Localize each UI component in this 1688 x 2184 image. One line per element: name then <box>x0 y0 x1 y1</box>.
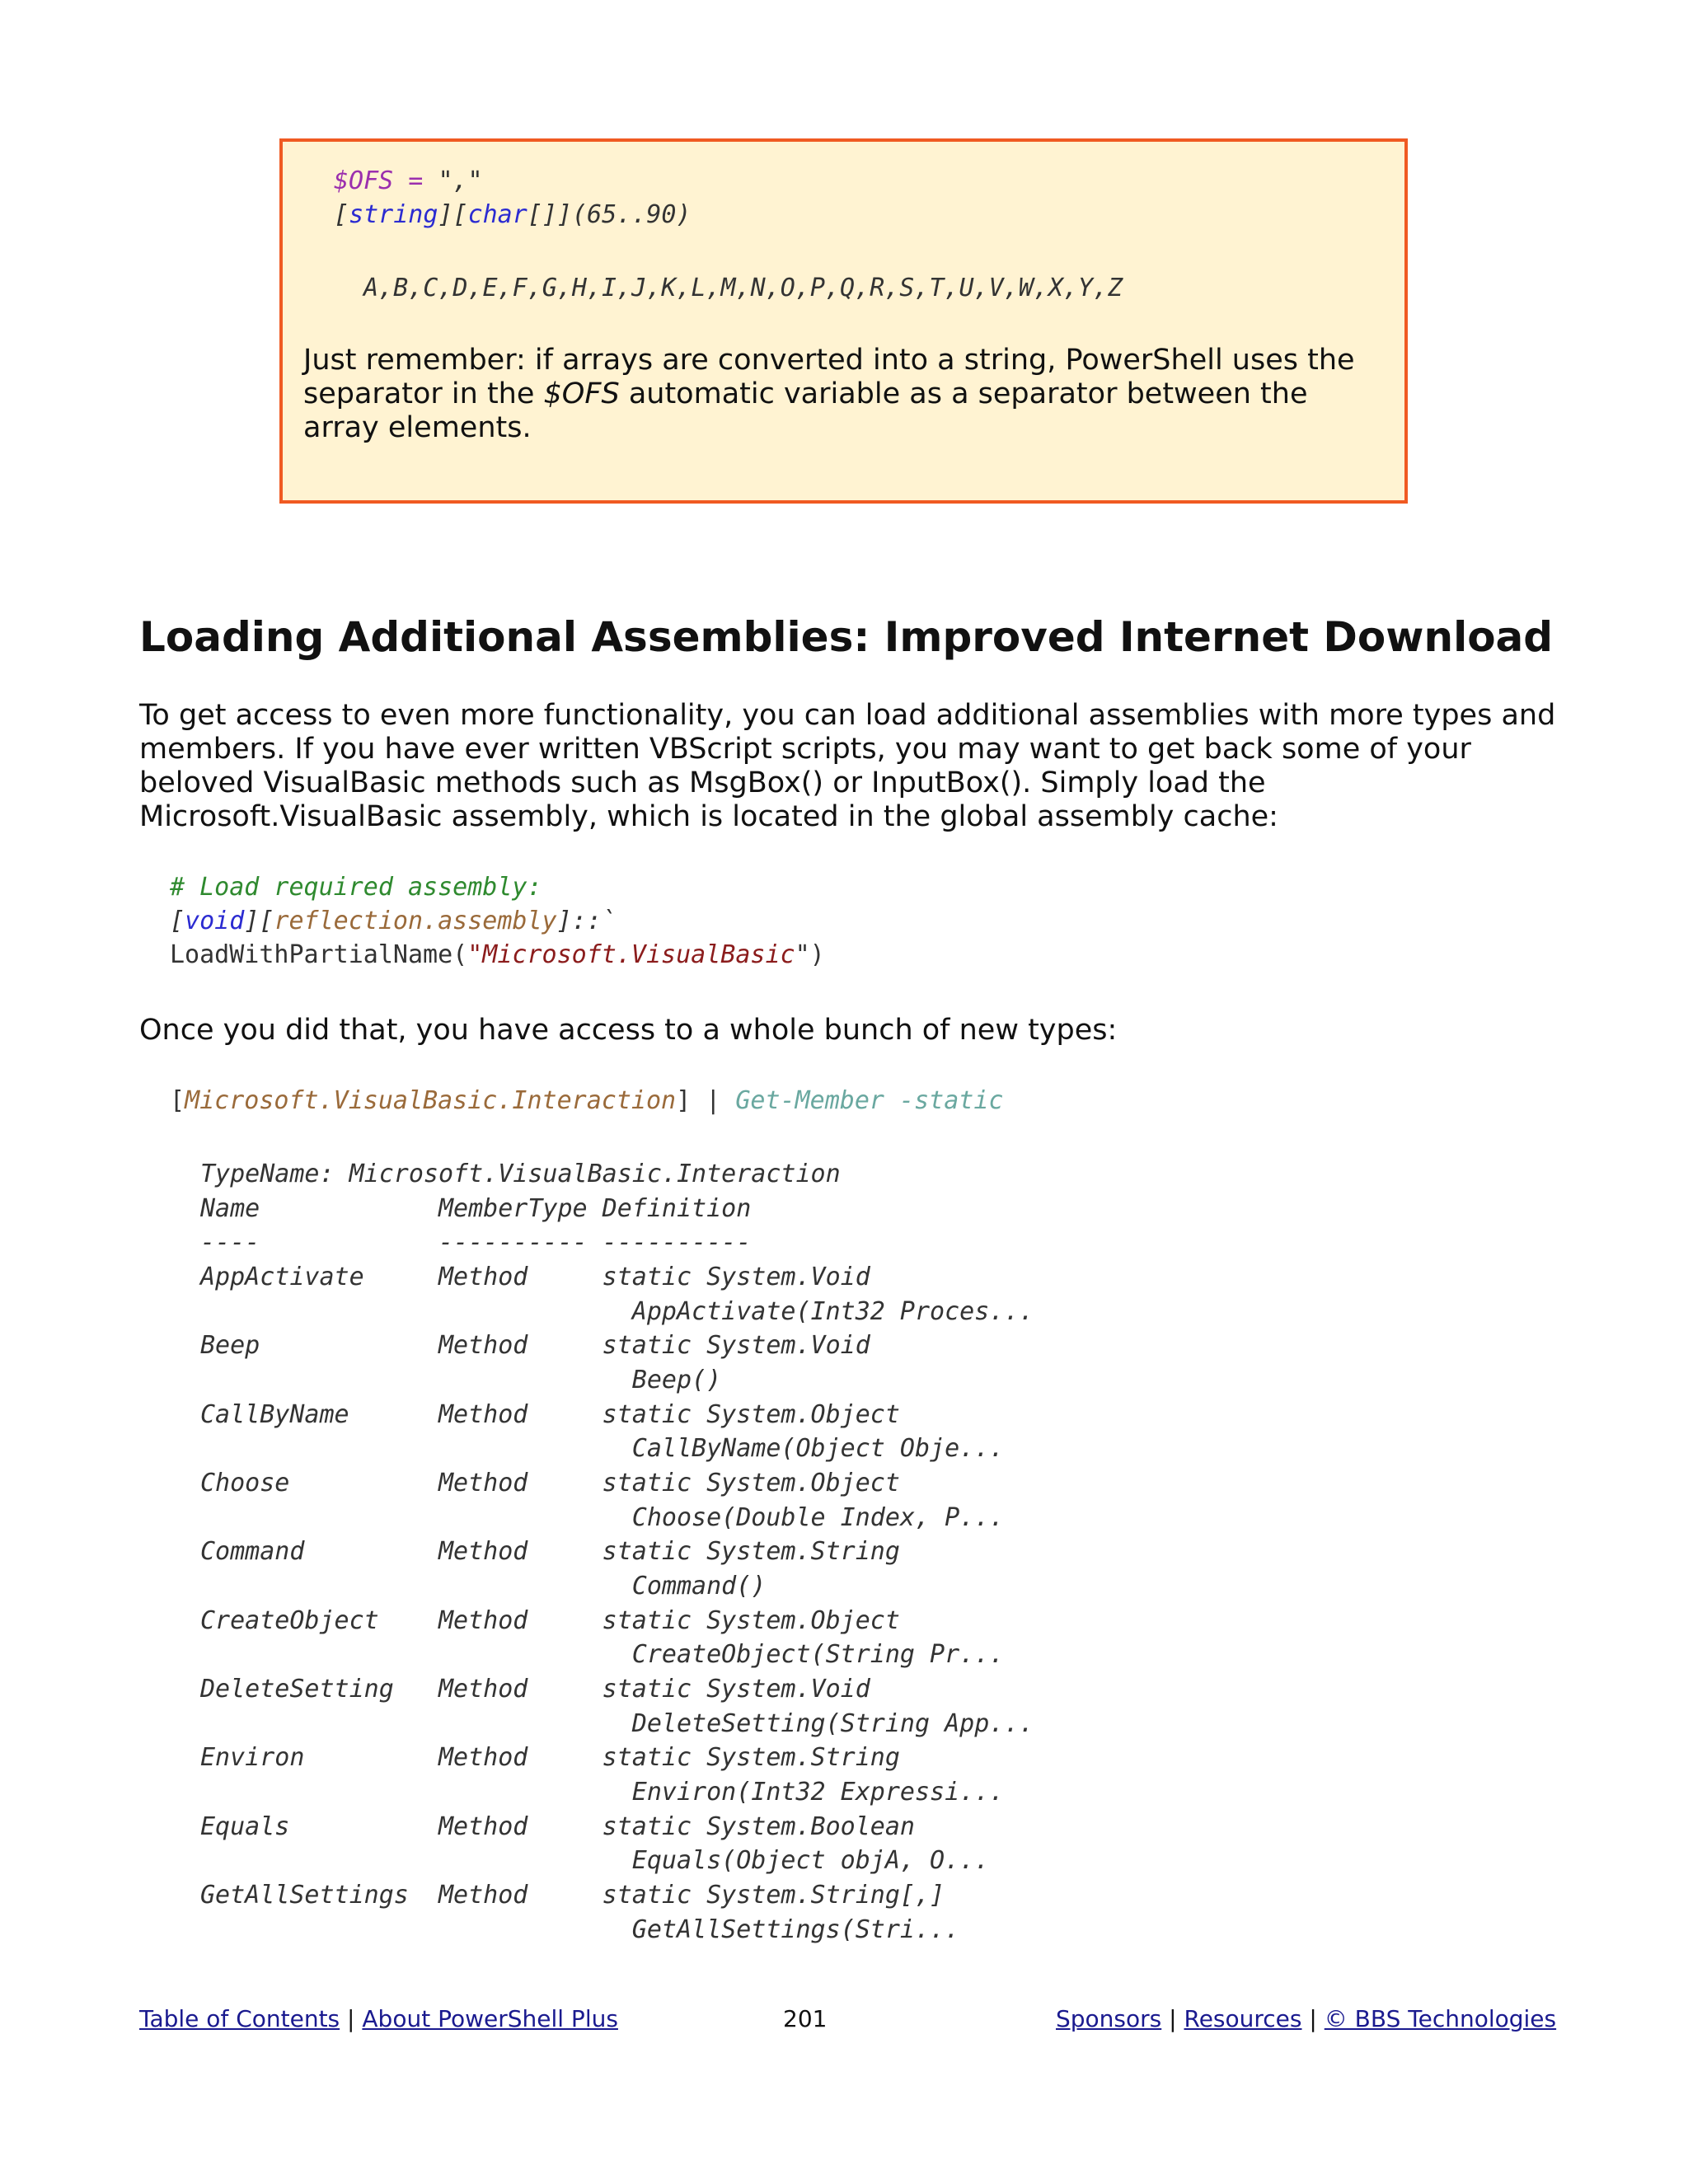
output-row: CallByName(Object Obje... <box>200 1434 1005 1463</box>
callout-text: Just remember: if arrays are converted into a string, PowerShell uses the separator in the <box>303 344 1355 410</box>
copyright-link[interactable]: © BBS Technologies <box>1324 2005 1557 2032</box>
footer-separator: | <box>347 2005 355 2032</box>
footer-separator: | <box>1169 2005 1177 2032</box>
code-output: A,B,C,D,E,F,G,H,I,J,K,L,M,N,O,P,Q,R,S,T,U,V,W,X,Y,Z <box>363 274 1123 302</box>
code-bracket: ") <box>795 940 825 969</box>
output-row: Choose(Double Index, P... <box>200 1503 1005 1532</box>
output-row: AppActivate(Int32 Proces... <box>200 1297 1034 1326</box>
code-string: "," <box>438 166 483 195</box>
code-bracket: [ <box>170 907 185 935</box>
output-row: GetAllSettings Method static System.String[,] <box>200 1881 945 1910</box>
types-paragraph: Once you did that, you have access to a whole bunch of new types: <box>139 1014 1118 1047</box>
ofs-variable-name: $OFS <box>543 377 620 410</box>
code-bracket: ][ <box>438 200 468 229</box>
code-range: []](65..90) <box>527 200 692 229</box>
code-line-load <box>170 938 825 972</box>
output-header: Name MemberType Definition <box>200 1194 752 1223</box>
tip-callout-box <box>279 138 1408 504</box>
footer-right <box>1056 2003 1556 2036</box>
output-row: Beep() <box>200 1366 722 1394</box>
code-cmdlet: Get-Member -static <box>735 1086 1004 1115</box>
output-row: CreateObject(String Pr... <box>200 1640 1005 1669</box>
output-row: Equals(Object objA, O... <box>200 1846 990 1875</box>
code-type-void: void <box>185 907 245 935</box>
resources-link[interactable]: Resources <box>1184 2005 1302 2032</box>
code-method: LoadWithPartialName( <box>170 940 468 969</box>
intro-paragraph: To get access to even more functionality, you can load additional assemblies with more types and members. If you have ever written VBScript scripts, you may want to get back some of your beloved VisualBasic methods such as MsgBox() or InputBox(). Simply load the Microsoft.VisualBasic assembly, which is located in the global assembly cache: <box>139 699 1556 833</box>
page-number: 201 <box>783 2005 828 2032</box>
output-row: Choose Method static System.Object <box>200 1469 900 1497</box>
output-row: Environ Method static System.String <box>200 1743 900 1772</box>
comment-text: # Load required assembly: <box>170 873 542 902</box>
about-powershell-plus-link[interactable]: About PowerShell Plus <box>362 2005 618 2032</box>
code-type-reflection: reflection.assembly <box>274 907 557 935</box>
output-row: GetAllSettings(Stri... <box>200 1915 960 1944</box>
table-of-contents-link[interactable]: Table of Contents <box>139 2005 340 2032</box>
code-type-string: string <box>349 200 438 229</box>
output-rule: ---- ---------- ---------- <box>200 1228 752 1257</box>
output-row: Environ(Int32 Expressi... <box>200 1778 1005 1807</box>
code-line-cast <box>334 198 692 232</box>
section-heading: Loading Additional Assemblies: Improved Internet Download <box>139 613 1554 661</box>
output-row: Equals Method static System.Boolean <box>200 1812 915 1841</box>
code-comment <box>170 870 542 904</box>
output-row: AppActivate Method static System.Void <box>200 1263 870 1291</box>
code-bracket: ][ <box>244 907 274 935</box>
code-line-getmember <box>170 1084 1003 1118</box>
code-line-void <box>170 904 617 938</box>
output-row: CallByName Method static System.Object <box>200 1400 900 1429</box>
output-row: Command() <box>200 1572 767 1601</box>
output-row: Command Method static System.String <box>200 1537 900 1566</box>
output-row: DeleteSetting Method static System.Void <box>200 1675 870 1704</box>
code-type-char: char <box>467 200 528 229</box>
code-bracket: [ <box>334 200 349 229</box>
footer-separator: | <box>1309 2005 1317 2032</box>
callout-text: automatic variable as a separator between the array elements. <box>303 377 1308 444</box>
code-pipe: ] | <box>676 1086 736 1115</box>
footer-left <box>139 2003 618 2036</box>
code-string: "Microsoft.VisualBasic <box>467 940 795 969</box>
callout-paragraph <box>303 344 1391 445</box>
output-row: DeleteSetting(String App... <box>200 1709 1034 1738</box>
code-operator: ]::` <box>556 907 617 935</box>
sponsors-link[interactable]: Sponsors <box>1056 2005 1162 2032</box>
code-variable: $OFS = <box>334 166 438 195</box>
code-type-interaction: Microsoft.VisualBasic.Interaction <box>185 1086 677 1115</box>
code-line-ofs <box>334 164 483 198</box>
output-row: Beep Method static System.Void <box>200 1331 870 1360</box>
output-row: CreateObject Method static System.Object <box>200 1606 900 1635</box>
code-bracket: [ <box>170 1086 185 1115</box>
output-typename: TypeName: Microsoft.VisualBasic.Interaction <box>200 1160 841 1188</box>
